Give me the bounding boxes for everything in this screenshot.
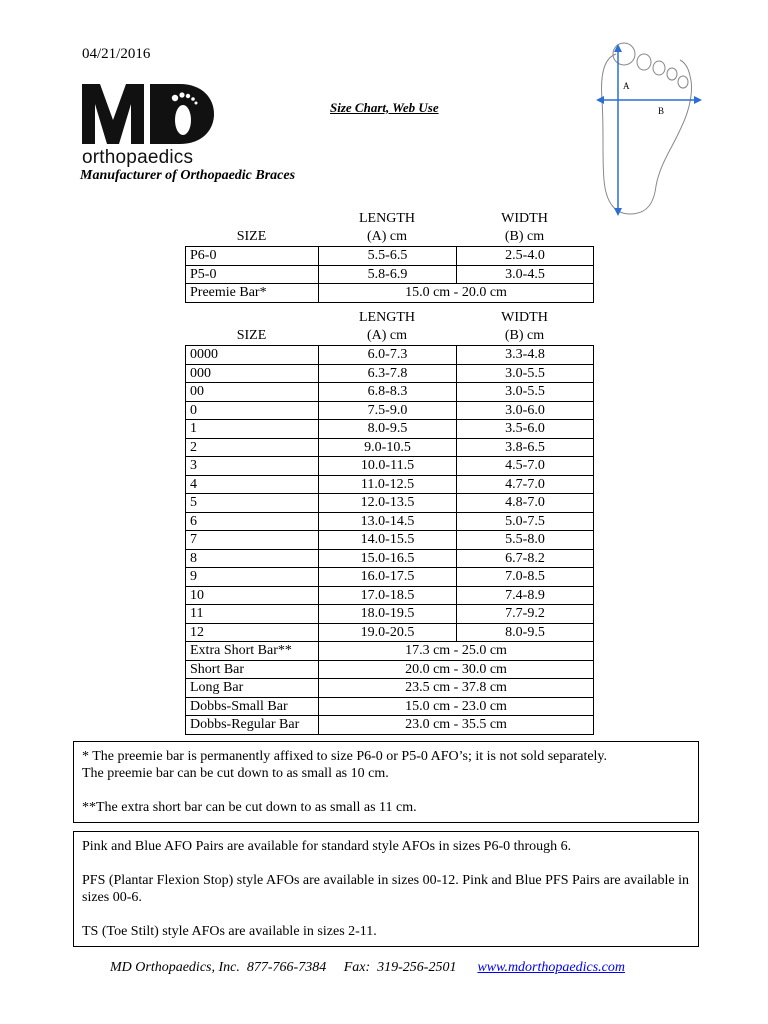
bar-range-cell: 17.3 cm - 25.0 cm [319,642,594,661]
size-cell: 8 [186,549,319,568]
length-cell: 19.0-20.5 [319,623,457,642]
width-cell: 4.8-7.0 [457,494,594,513]
length-cell: 14.0-15.5 [319,531,457,550]
table-row [186,586,594,605]
header-length-unit: (A) cm [366,328,408,343]
foot-measurement-diagram [594,40,704,220]
length-cell: 5.5-6.5 [319,247,457,266]
bar-row [186,642,594,661]
label-a: A [623,81,630,91]
toe-4 [667,68,677,80]
header-size: SIZE [236,229,267,244]
length-cell: 6.0-7.3 [319,346,457,365]
size-cell: 0000 [186,346,319,365]
table-row [186,549,594,568]
table-row [186,438,594,457]
length-cell: 13.0-14.5 [319,512,457,531]
header-width: WIDTH [501,310,548,325]
length-cell: 11.0-12.5 [319,475,457,494]
width-cell: 3.8-6.5 [457,438,594,457]
length-cell: 15.0-16.5 [319,549,457,568]
length-cell: 12.0-13.5 [319,494,457,513]
foot-outline [602,54,692,214]
footer-company: MD Orthopaedics, Inc. [110,960,240,975]
table-row [186,568,594,587]
bar-range-cell: 15.0 cm - 23.0 cm [319,697,594,716]
page-title: Size Chart, Web Use [330,100,439,115]
size-cell: 000 [186,364,319,383]
table-row [186,475,594,494]
note-line: TS (Toe Stilt) style AFOs are available in sizes 2-11. [82,924,377,939]
label-b: B [658,106,665,116]
length-cell: 7.5-9.0 [319,401,457,420]
bar-row [186,697,594,716]
toe-3 [653,61,665,75]
table-header [185,210,593,246]
table-row [186,512,594,531]
bar-name-cell: Preemie Bar* [186,284,319,303]
header-length-unit: (A) cm [366,229,408,244]
size-cell: 12 [186,623,319,642]
header-width: WIDTH [501,211,548,226]
logo-wordmark: orthopaedics [82,147,194,168]
table-row [186,346,594,365]
header-width-unit: (B) cm [504,229,545,244]
availability-notes-box [73,831,699,947]
header-size: SIZE [236,328,267,343]
size-cell: P6-0 [186,247,319,266]
table-header [185,309,593,345]
toe-2 [637,54,651,70]
bar-row [186,660,594,679]
size-cell: 10 [186,586,319,605]
bar-range-cell: 20.0 cm - 30.0 cm [319,660,594,679]
toe-5 [678,76,688,88]
bar-range-cell: 15.0 cm - 20.0 cm [319,284,594,303]
standard-size-table [185,309,593,735]
width-cell: 2.5-4.0 [457,247,594,266]
note-line: * The preemie bar is permanently affixed to size P6-0 or P5-0 AFO’s; it is not sold separately. [82,749,608,764]
bar-row [186,679,594,698]
table-row [186,364,594,383]
bar-notes-box [73,741,699,823]
length-cell: 9.0-10.5 [319,438,457,457]
size-cell: 5 [186,494,319,513]
md-logo-mark [80,80,215,146]
bar-row [186,284,594,303]
bar-row [186,716,594,735]
size-cell: 7 [186,531,319,550]
size-cell: 0 [186,401,319,420]
company-tagline: Manufacturer of Orthopaedic Braces [80,168,296,183]
footer-phone: 877-766-7384 [246,960,327,975]
width-cell: 6.7-8.2 [457,549,594,568]
md-orthopaedics-logo [80,80,220,175]
bar-range-cell: 23.0 cm - 35.5 cm [319,716,594,735]
size-cell: 11 [186,605,319,624]
bar-name-cell: Long Bar [186,679,319,698]
size-cell: 4 [186,475,319,494]
size-cell: 3 [186,457,319,476]
length-cell: 10.0-11.5 [319,457,457,476]
toe-1 [613,43,635,65]
table-row [186,420,594,439]
length-cell: 6.3-7.8 [319,364,457,383]
width-cell: 7.7-9.2 [457,605,594,624]
width-cell: 5.5-8.0 [457,531,594,550]
width-cell: 7.0-8.5 [457,568,594,587]
width-cell: 3.0-5.5 [457,364,594,383]
width-cell: 3.0-6.0 [457,401,594,420]
footer [110,960,625,976]
length-cell: 16.0-17.5 [319,568,457,587]
width-cell: 7.4-8.9 [457,586,594,605]
length-cell: 5.8-6.9 [319,265,457,284]
width-arrow-left-icon [596,96,604,104]
preemie-size-table [185,210,593,303]
table-row [186,457,594,476]
header-length: LENGTH [359,310,415,325]
size-cell: 2 [186,438,319,457]
size-cell: P5-0 [186,265,319,284]
width-cell: 4.7-7.0 [457,475,594,494]
width-cell: 4.5-7.0 [457,457,594,476]
width-arrow-right-icon [694,96,702,104]
table-row [186,401,594,420]
bar-name-cell: Dobbs-Small Bar [186,697,319,716]
width-cell: 3.3-4.8 [457,346,594,365]
note-line: The preemie bar can be cut down to as small as 10 cm. [82,766,389,781]
header-length: LENGTH [359,211,415,226]
table-row [186,265,594,284]
footer-fax: Fax: 319-256-2501 [343,960,457,975]
header-width-unit: (B) cm [504,328,545,343]
width-cell: 3.5-6.0 [457,420,594,439]
length-cell: 8.0-9.5 [319,420,457,439]
note-line: **The extra short bar can be cut down to as small as 11 cm. [82,800,417,815]
table-row [186,623,594,642]
length-cell: 18.0-19.5 [319,605,457,624]
width-cell: 5.0-7.5 [457,512,594,531]
bar-range-cell: 23.5 cm - 37.8 cm [319,679,594,698]
table-row [186,383,594,402]
size-cell: 6 [186,512,319,531]
bar-name-cell: Short Bar [186,660,319,679]
size-table [185,246,594,303]
website-link[interactable]: www.mdorthopaedics.com [477,960,625,975]
bar-name-cell: Extra Short Bar** [186,642,319,661]
width-cell: 3.0-4.5 [457,265,594,284]
table-row [186,531,594,550]
size-table [185,345,594,735]
table-row [186,605,594,624]
size-cell: 9 [186,568,319,587]
note-line: Pink and Blue AFO Pairs are available for standard style AFOs in sizes P6-0 through 6. [82,839,572,854]
size-cell: 1 [186,420,319,439]
length-cell: 6.8-8.3 [319,383,457,402]
width-cell: 3.0-5.5 [457,383,594,402]
note-line: PFS (Plantar Flexion Stop) style AFOs are available in sizes 00-12. Pink and Blue PFS Pairs are available in sizes 00-6. [82,873,689,905]
table-row [186,494,594,513]
size-cell: 00 [186,383,319,402]
table-row [186,247,594,266]
document-date: 04/21/2016 [82,46,151,62]
length-cell: 17.0-18.5 [319,586,457,605]
bar-name-cell: Dobbs-Regular Bar [186,716,319,735]
width-cell: 8.0-9.5 [457,623,594,642]
